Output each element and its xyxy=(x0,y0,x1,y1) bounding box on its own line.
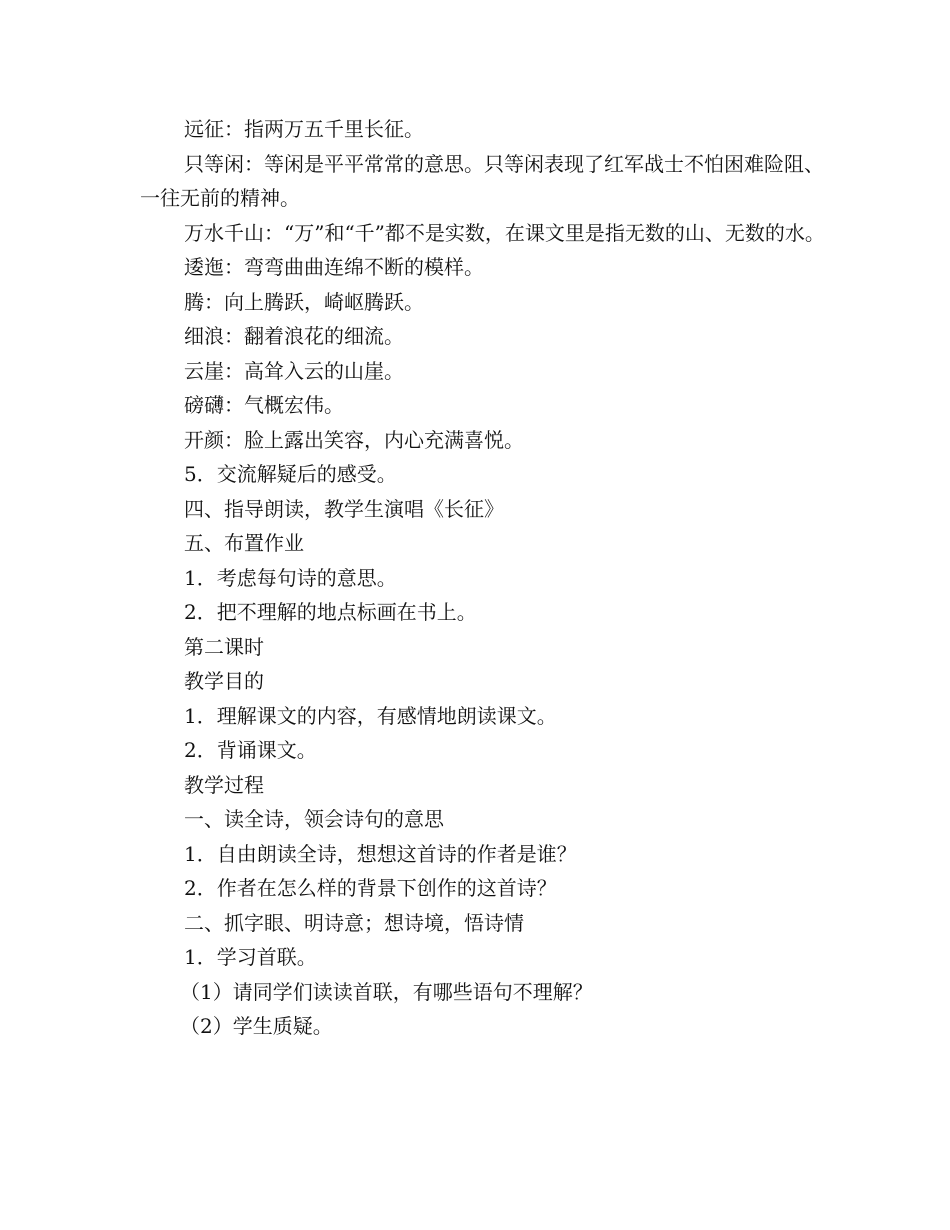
teaching-process-heading: 教学过程 xyxy=(184,772,264,797)
paragraph-yuanzheng: 远征：指两万五千里长征。 xyxy=(184,117,424,141)
paragraph-wanshuiqianshan: 万水千山：“万”和“千”都不是实数，在课文里是指无数的山、无数的水。 xyxy=(184,220,825,245)
paragraph-xilang: 细浪：翻着浪花的细流。 xyxy=(184,324,404,348)
process-item-2: 2．作者在怎么样的背景下创作的这首诗？ xyxy=(184,876,557,900)
homework-item-2: 2．把不理解的地点标画在书上。 xyxy=(184,600,477,624)
study-subitem-1: （1）请同学们读读首联，有哪些语句不理解？ xyxy=(180,979,593,1004)
goal-item-2: 2．背诵课文。 xyxy=(184,738,317,762)
paragraph-teng: 腾：向上腾跃，崎岖腾跃。 xyxy=(184,289,424,314)
teaching-goals-heading: 教学目的 xyxy=(184,669,264,693)
section-4-heading: 四、指导朗读，教学生演唱《长征》 xyxy=(184,496,504,521)
section-5-heading: 五、布置作业 xyxy=(184,531,304,555)
step-5: 5．交流解疑后的感受。 xyxy=(184,462,397,486)
process-item-1: 1．自由朗读全诗，想想这首诗的作者是谁？ xyxy=(184,841,577,866)
paragraph-yunya: 云崖：高耸入云的山崖。 xyxy=(184,358,404,383)
paragraph-zhidengxian: 只等闲：等闲是平平常常的意思。只等闲表现了红军战士不怕困难险阻、一往无前的精神。 xyxy=(140,151,824,210)
paragraph-kaiyan: 开颜：脸上露出笑容，内心充满喜悦。 xyxy=(184,427,524,452)
paragraph-pangbo: 磅礴：气概宏伟。 xyxy=(184,393,344,417)
document-body xyxy=(140,112,840,1044)
lesson-2-heading: 第二课时 xyxy=(184,634,264,659)
homework-item-1: 1．考虑每句诗的意思。 xyxy=(184,565,397,590)
study-subitem-2: （2）学生质疑。 xyxy=(180,1014,333,1038)
goal-item-1: 1．理解课文的内容，有感情地朗读课文。 xyxy=(184,703,557,728)
study-item-1: 1．学习首联。 xyxy=(184,945,317,969)
paragraph-weiyi: 逶迤：弯弯曲曲连绵不断的模样。 xyxy=(184,255,484,279)
process-section-1-heading: 一、读全诗，领会诗句的意思 xyxy=(184,807,444,831)
process-section-2-heading: 二、抓字眼、明诗意；想诗境，悟诗情 xyxy=(184,910,524,935)
